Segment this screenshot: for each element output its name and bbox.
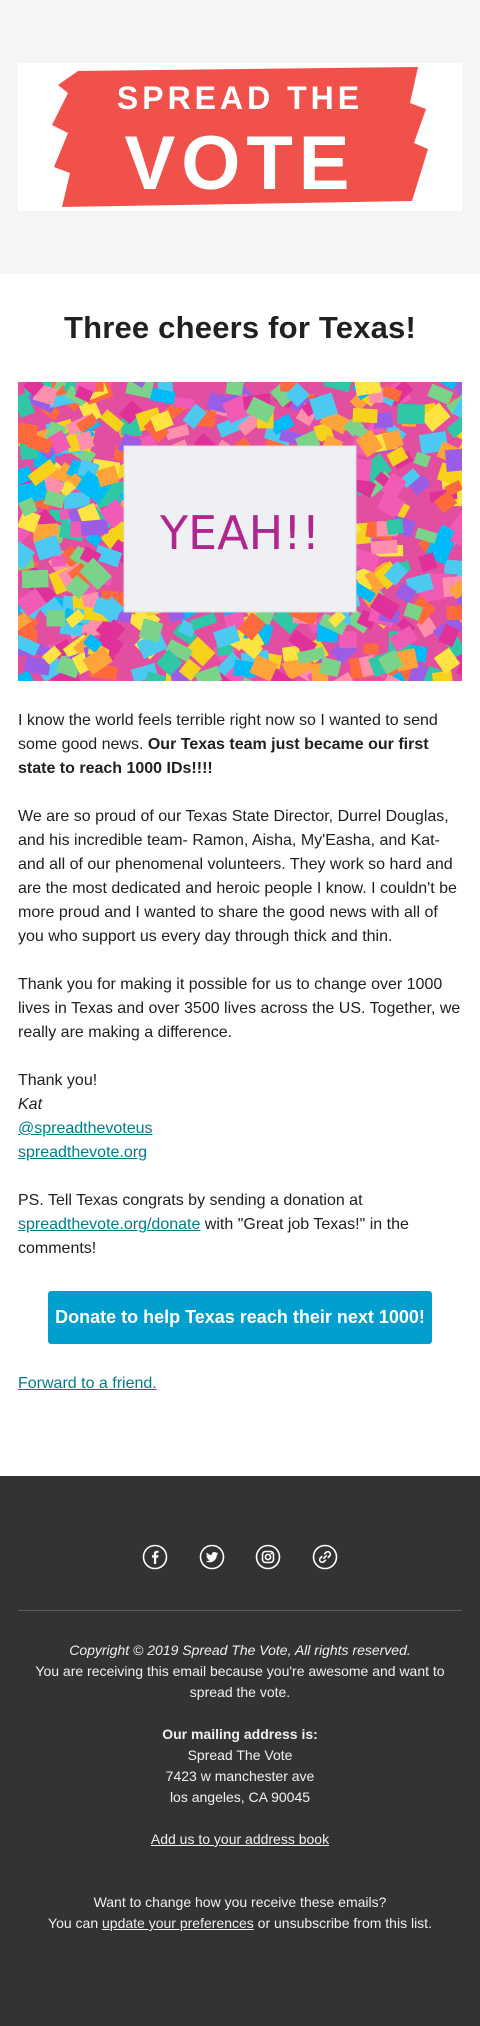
forward-link[interactable]: Forward to a friend. <box>18 1375 157 1392</box>
ps-text-end: with "Great job Texas!" in the comments! <box>18 1216 409 1257</box>
reason-text: You are receiving this email because you're awesome and want to spread the vote. <box>35 1663 445 1700</box>
facebook-icon[interactable] <box>142 1544 168 1570</box>
hero-sign-text: YEAH!! <box>159 506 321 560</box>
instagram-icon[interactable] <box>255 1544 281 1570</box>
footer-divider <box>18 1610 462 1611</box>
hero-image <box>18 382 462 681</box>
forward-paragraph <box>18 1372 462 1396</box>
cta-wrap <box>18 1291 462 1344</box>
intro-bold-text: Our Texas team just became our first state to reach 1000 IDs!!!! <box>18 736 429 777</box>
email-body <box>0 310 480 1396</box>
address-book-link[interactable]: Add us to your address book <box>150 1831 330 1847</box>
headline: Three cheers for Texas! <box>63 310 417 345</box>
team-paragraph: We are so proud of our Texas State Director, Durrel Douglas, and his incredible team- Ramon, Aisha, My'Easha, and Kat- and all of our phenomenal volunteers. They work so hard and are the most dedicated and heroic people I know. I couldn't be more proud and I wanted to share the good news with all of you who support us every day through thick and thin. <box>18 808 457 945</box>
mailing-heading: Our mailing address is: <box>162 1726 318 1742</box>
signature: Kat <box>18 1096 43 1113</box>
donate-link[interactable]: spreadthevote.org/donate <box>18 1216 201 1233</box>
city-address: los angeles, CA 90045 <box>169 1789 311 1805</box>
donate-button[interactable]: Donate to help Texas reach their next 1000! <box>48 1291 432 1344</box>
header-banner <box>0 0 480 274</box>
copyright-text: Copyright © 2019 Spread The Vote, All rights reserved. <box>69 1642 411 1658</box>
logo-line1: SPREAD THE <box>116 80 364 116</box>
logo-card <box>18 63 462 211</box>
change-question: Want to change how you receive these emails? <box>93 1894 387 1910</box>
thanks-text: Thank you! <box>18 1072 98 1089</box>
impact-paragraph: Thank you for making it possible for us to change over 1000 lives in Texas and over 3500 lives across the US. Together, we really are making a difference. <box>18 976 461 1041</box>
change-text: You can <box>48 1915 103 1931</box>
signoff <box>18 1069 462 1165</box>
intro-text: I know the world feels terrible right now so I wanted to send some good news. <box>18 712 438 753</box>
ps-paragraph <box>18 1189 462 1261</box>
ps-text: PS. Tell Texas congrats by sending a donation at <box>18 1192 363 1209</box>
footer-text <box>18 1640 462 1934</box>
website-link[interactable]: spreadthevote.org <box>18 1144 147 1161</box>
street-address: 7423 w manchester ave <box>165 1768 315 1784</box>
twitter-handle-link[interactable]: @spreadthevoteus <box>18 1120 153 1137</box>
twitter-icon[interactable] <box>199 1544 225 1570</box>
org-name: Spread The Vote <box>187 1747 293 1763</box>
website-link-icon[interactable] <box>312 1544 338 1570</box>
social-links <box>0 1544 480 1575</box>
footer <box>0 1476 480 2026</box>
unsubscribe-text: or unsubscribe from this list. <box>253 1915 432 1931</box>
logo-line2: VOTE <box>124 121 356 206</box>
intro-paragraph <box>18 709 462 781</box>
update-preferences-link[interactable]: update your preferences <box>102 1915 254 1931</box>
spread-the-vote-logo[interactable] <box>18 63 462 211</box>
